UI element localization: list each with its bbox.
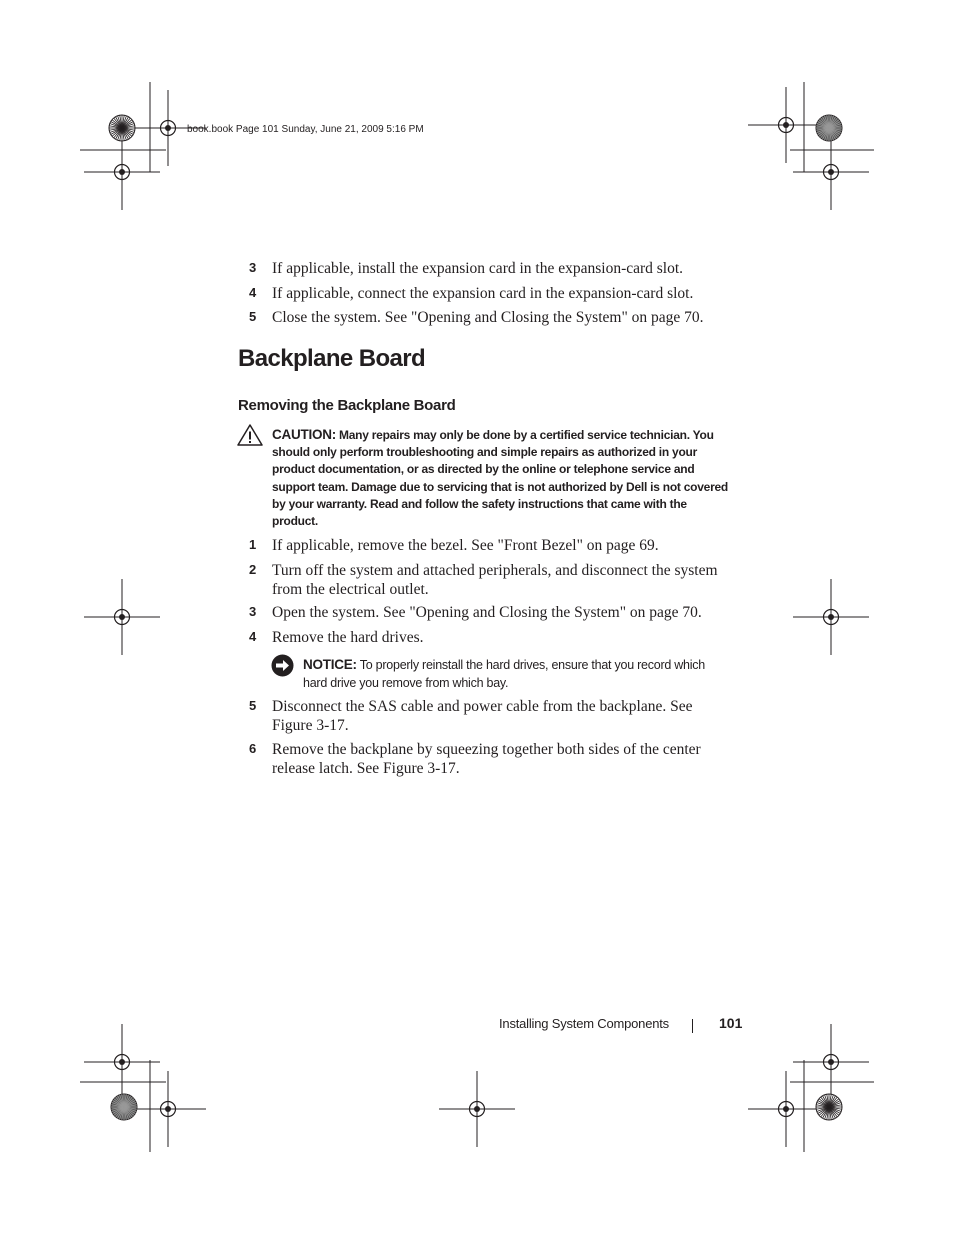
step-text-line: Figure 3-17. bbox=[272, 717, 349, 734]
caution-line: by your warranty. Read and follow the safety instructions that came with the bbox=[272, 496, 687, 511]
step-number: 1 bbox=[249, 537, 257, 552]
step-text bbox=[272, 697, 742, 735]
caution-label: CAUTION: bbox=[272, 427, 336, 442]
notice-label: NOTICE: bbox=[303, 657, 357, 672]
footer-section-name: Installing System Components bbox=[499, 1016, 669, 1031]
notice-line: To properly reinstall the hard drives, ensure that you record which bbox=[359, 658, 705, 672]
section-title: Backplane Board bbox=[238, 345, 426, 372]
starburst-mark bbox=[816, 1094, 842, 1120]
step-text-line: Disconnect the SAS cable and power cable from the backplane. See bbox=[272, 698, 693, 715]
page-number: 101 bbox=[719, 1015, 743, 1031]
crosshair-mark bbox=[748, 87, 824, 163]
notice-line: hard drive you remove from which bay. bbox=[303, 676, 509, 690]
starburst-mark bbox=[816, 115, 842, 141]
caution-line: support team. Damage due to servicing that is not authorized by Dell is not covered bbox=[272, 479, 729, 494]
step-text-line: from the electrical outlet. bbox=[272, 581, 429, 598]
step-text bbox=[272, 561, 742, 599]
step-text: Close the system. See "Opening and Closing the System" on page 70. bbox=[272, 309, 704, 326]
step-text bbox=[272, 628, 742, 647]
caution-line: should only perform troubleshooting and simple repairs as authorized in your bbox=[272, 445, 698, 460]
crosshair-mark bbox=[84, 579, 160, 655]
step-number: 4 bbox=[249, 285, 257, 300]
crosshair-mark bbox=[84, 134, 160, 210]
notice-arrow-icon bbox=[271, 654, 294, 677]
step-text-line: Turn off the system and attached peripherals, and disconnect the system bbox=[272, 562, 718, 579]
step-text: If applicable, connect the expansion card in the expansion-card slot. bbox=[272, 285, 694, 302]
step-text-line: release latch. See Figure 3-17. bbox=[272, 760, 460, 777]
section-subtitle: Removing the Backplane Board bbox=[238, 397, 456, 414]
step-text-line: Open the system. See "Opening and Closing the System" on page 70. bbox=[272, 604, 702, 621]
crosshair-mark bbox=[793, 579, 869, 655]
footer-separator bbox=[692, 1019, 693, 1033]
caution-line: product. bbox=[272, 514, 318, 529]
step-text-line: Remove the backplane by squeezing together both sides of the center bbox=[272, 741, 701, 758]
crosshair-mark bbox=[84, 1024, 160, 1100]
crosshair-mark bbox=[439, 1071, 515, 1147]
step-number: 5 bbox=[249, 309, 257, 324]
step-number: 3 bbox=[249, 260, 257, 275]
warning-triangle-icon bbox=[237, 424, 263, 446]
step-number: 2 bbox=[249, 562, 257, 577]
step-text: If applicable, install the expansion card in the expansion-card slot. bbox=[272, 260, 684, 277]
step-number: 6 bbox=[249, 741, 257, 756]
step-text bbox=[272, 536, 742, 555]
step-text bbox=[272, 603, 742, 622]
step-text bbox=[272, 740, 742, 778]
caution-line: product documentation, or as directed by the online or telephone service and bbox=[272, 462, 695, 477]
starburst-mark bbox=[111, 1094, 137, 1120]
notice-text bbox=[303, 656, 743, 692]
step-number: 4 bbox=[249, 629, 257, 644]
step-text-line: Remove the hard drives. bbox=[272, 629, 424, 646]
starburst-mark bbox=[109, 115, 135, 141]
step-text-line: If applicable, remove the bezel. See "Front Bezel" on page 69. bbox=[272, 537, 659, 554]
print-header: book.book Page 101 Sunday, June 21, 2009 5:16 PM bbox=[187, 124, 424, 135]
caution-text bbox=[272, 426, 747, 530]
caution-line: Many repairs may only be done by a certified service technician. You bbox=[339, 428, 714, 442]
step-number: 3 bbox=[249, 604, 257, 619]
step-number: 5 bbox=[249, 698, 257, 713]
